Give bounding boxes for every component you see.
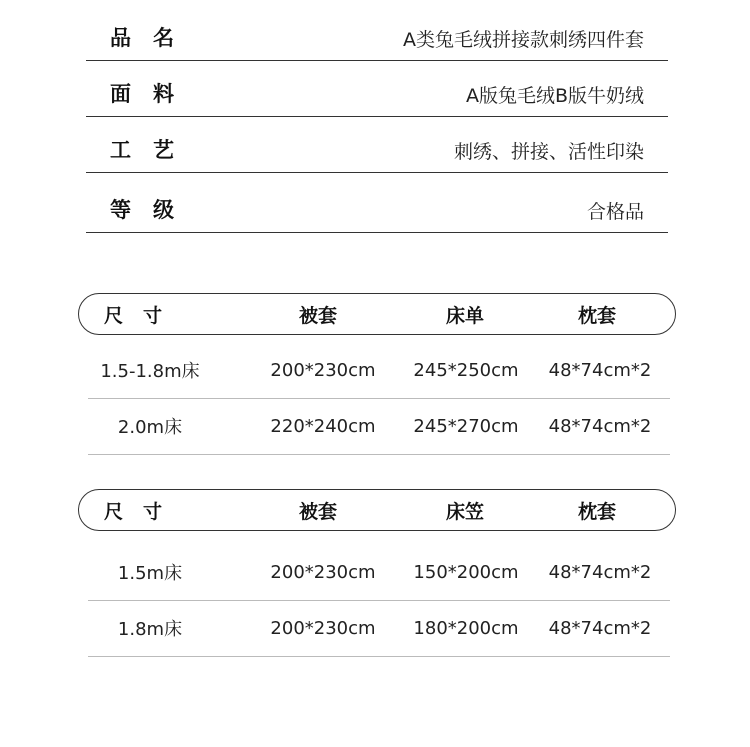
row-duvet: 200*230cm [270,359,376,381]
row-duvet: 200*230cm [270,561,376,583]
spec-label: 工艺 [110,138,196,162]
row-pillowcase: 48*74cm*2 [548,561,652,583]
header-sheet: 床单 [445,304,485,327]
spec-value: A版兔毛绒B版牛奶绒 [465,85,644,107]
header-duvet: 被套 [298,304,338,327]
spec-value: A类兔毛绒拼接款刺绣四件套 [403,29,644,51]
spec-label: 品名 [110,26,196,50]
row-duvet: 200*230cm [270,617,376,639]
spec-value: 刺绣、拼接、活性印染 [453,141,644,163]
spec-row-name [86,4,668,61]
row-pillowcase: 48*74cm*2 [548,415,652,437]
spec-label: 等级 [110,198,196,222]
header-size: 尺寸 [103,304,183,327]
header-fitted-sheet: 床笠 [445,500,485,523]
row-bed-size: 2.0m床 [117,417,183,438]
row-sheet: 245*250cm [413,359,519,381]
spec-row-fabric [86,60,668,117]
row-bed-size: 1.5m床 [117,563,183,584]
spec-row-grade [86,176,668,233]
table-row [88,398,670,455]
table-row [88,544,670,601]
row-pillowcase: 48*74cm*2 [548,617,652,639]
size-table-2-header [78,489,676,531]
table-row [88,342,670,399]
header-pillowcase: 枕套 [577,304,617,327]
row-bed-size: 1.5-1.8m床 [100,361,200,382]
row-fitted-sheet: 150*200cm [413,561,519,583]
spec-value: 合格品 [586,201,644,223]
row-bed-size: 1.8m床 [117,619,183,640]
row-sheet: 245*270cm [413,415,519,437]
row-fitted-sheet: 180*200cm [413,617,519,639]
header-size: 尺寸 [103,500,183,523]
table-row [88,600,670,657]
spec-row-craft [86,116,668,173]
row-duvet: 220*240cm [270,415,376,437]
row-pillowcase: 48*74cm*2 [548,359,652,381]
spec-label: 面料 [110,82,196,106]
size-table-1-header [78,293,676,335]
header-duvet: 被套 [298,500,338,523]
header-pillowcase: 枕套 [577,500,617,523]
